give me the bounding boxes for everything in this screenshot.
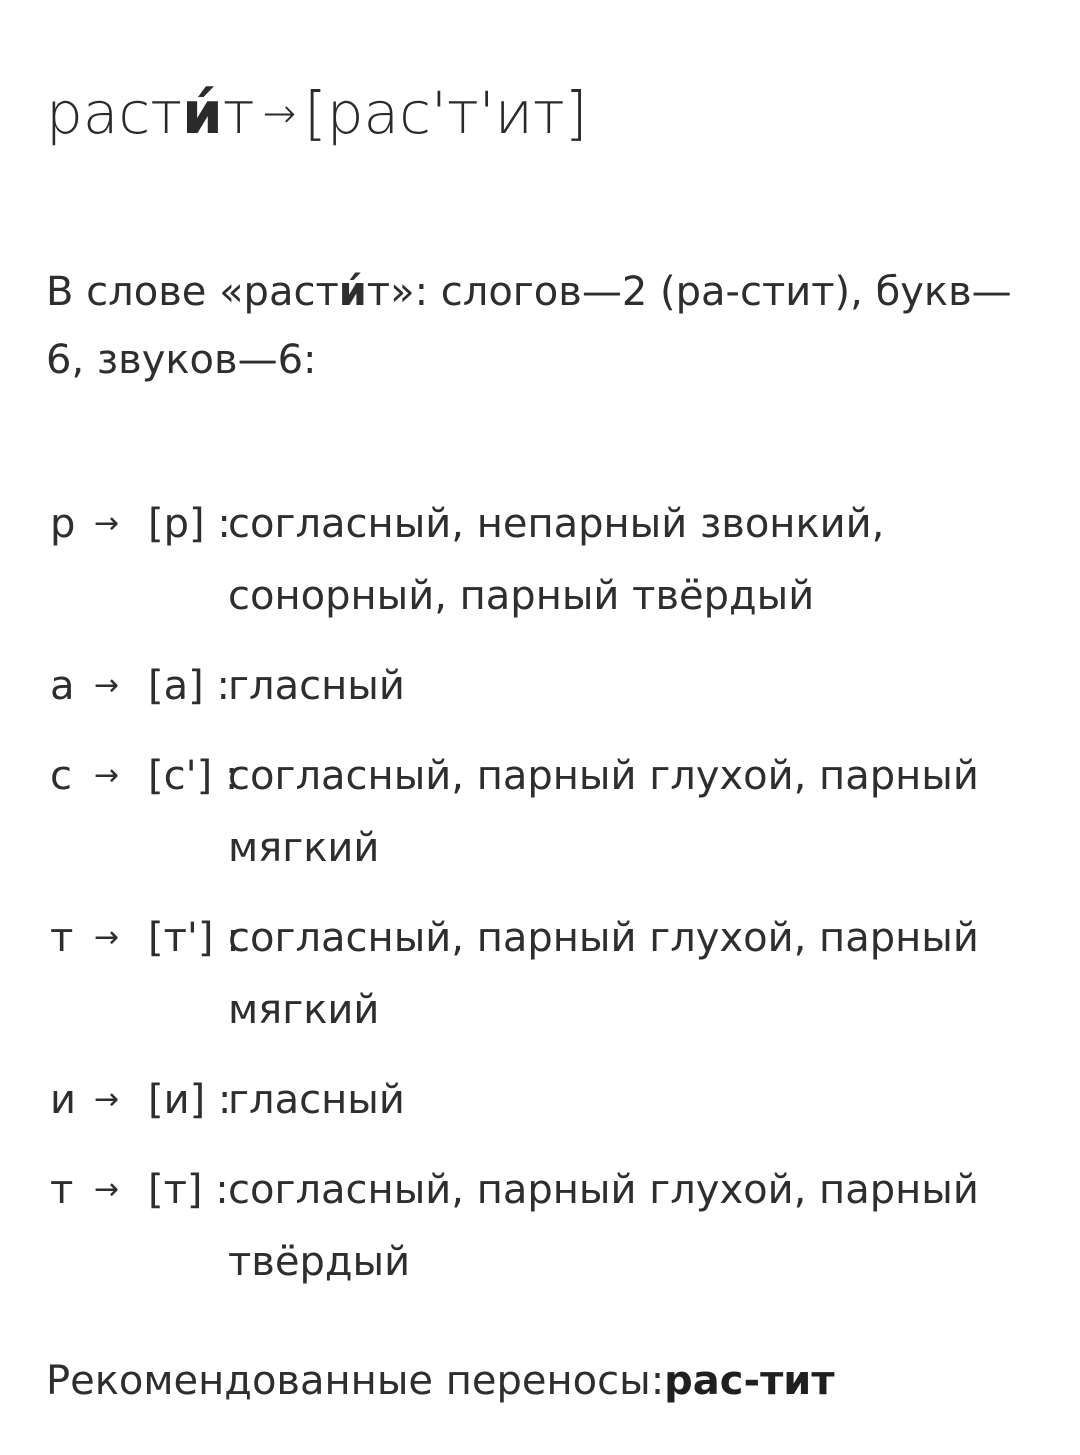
list-item — [50, 650, 1040, 740]
summary-text-before: В слове «раст — [46, 269, 339, 315]
hyphenation-label: Рекомендованные переносы: — [46, 1358, 665, 1404]
sound-description: согласный, парный глухой, парный твёрдый — [228, 1167, 979, 1285]
page-title — [46, 78, 587, 149]
list-item — [50, 740, 1040, 884]
hyphenation-value: рас-тит — [664, 1358, 835, 1404]
list-item — [50, 1154, 1040, 1298]
word-summary — [46, 258, 1026, 394]
sound-description: согласный, парный глухой, парный мягкий — [228, 753, 979, 871]
sound: [р] : — [148, 501, 231, 547]
letter: р — [50, 501, 76, 547]
phonetic-analysis-list — [50, 488, 1040, 1298]
sound-description: согласный, парный глухой, парный мягкий — [228, 915, 979, 1033]
sound: [т] : — [148, 1167, 229, 1213]
hyphenation-line — [46, 1348, 835, 1414]
letter: и — [50, 1077, 76, 1123]
arrow-icon: → — [94, 758, 120, 793]
arrow-icon: → — [94, 920, 120, 955]
arrow-icon: → — [94, 1172, 120, 1207]
sound-description: гласный — [228, 663, 405, 709]
word-prefix: раст — [46, 79, 183, 147]
letter: т — [50, 1167, 74, 1213]
summary-stressed-vowel: и́ — [338, 269, 367, 315]
word-suffix: т — [222, 79, 255, 147]
list-item — [50, 902, 1040, 1046]
sound-description: согласный, непарный звонкий, сонорный, парный твёрдый — [228, 501, 885, 619]
summary-text-after: т»: слогов—2 (ра-стит), букв—6, звуков—6: — [46, 269, 1012, 383]
sound: [а] : — [148, 663, 230, 709]
transcription: [рас'т'ит] — [304, 79, 588, 147]
sound: [т'] : — [148, 915, 240, 961]
list-item — [50, 1064, 1040, 1154]
arrow-icon: → — [262, 91, 297, 137]
letter: с — [50, 753, 72, 799]
letter: а — [50, 663, 75, 709]
sound: [с'] : — [148, 753, 239, 799]
sound: [и] : — [148, 1077, 232, 1123]
letter: т — [50, 915, 74, 961]
sound-description: гласный — [228, 1077, 405, 1123]
stressed-vowel: и́ — [182, 79, 223, 147]
list-item — [50, 488, 1040, 632]
arrow-icon: → — [94, 506, 120, 541]
arrow-icon: → — [94, 1082, 120, 1117]
arrow-icon: → — [94, 668, 120, 703]
